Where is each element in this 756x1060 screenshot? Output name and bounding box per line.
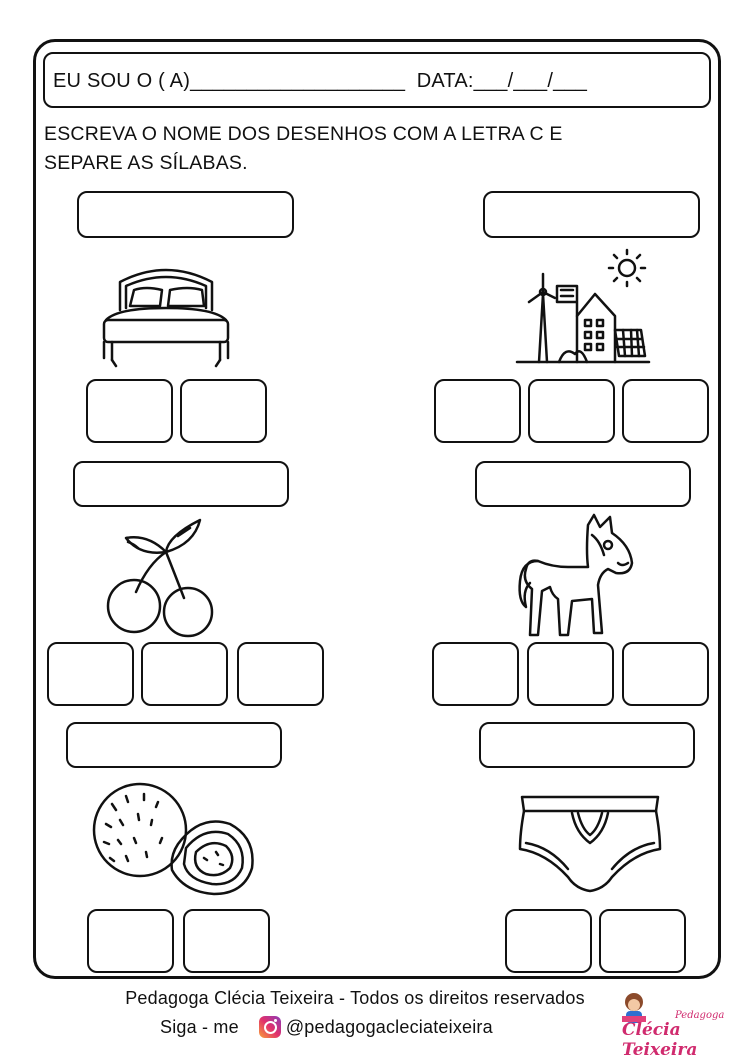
city-icon xyxy=(515,246,651,368)
syllable-box[interactable] xyxy=(528,379,615,443)
cherry-icon xyxy=(104,516,222,638)
copyright-credit: Pedagoga Clécia Teixeira - Todos os direitos reservados xyxy=(125,988,585,1008)
syllable-box[interactable] xyxy=(527,642,614,706)
syllable-box[interactable] xyxy=(434,379,521,443)
horse-icon xyxy=(512,511,638,639)
syllable-box[interactable] xyxy=(47,642,134,706)
bed-icon xyxy=(98,262,234,370)
name-date-line: EU SOU O ( A)___________________ DATA:___/___/___ xyxy=(53,70,588,92)
word-box-horse[interactable] xyxy=(475,461,691,507)
logo-line2: Clécia Teixeira xyxy=(622,1020,698,1060)
syllable-box[interactable] xyxy=(432,642,519,706)
underpants-icon xyxy=(516,793,664,897)
instructions: ESCREVA O NOME DOS DESENHOS COM A LETRA C E SEPARE AS SÍLABAS. xyxy=(44,123,563,174)
syllable-box[interactable] xyxy=(237,642,324,706)
syllable-box[interactable] xyxy=(505,909,592,973)
coconut-icon xyxy=(92,780,258,898)
instagram-icon xyxy=(259,1016,281,1038)
instagram-handle[interactable] xyxy=(259,1016,493,1038)
logo-line1: Pedagoga xyxy=(675,1010,725,1021)
word-box-bed[interactable] xyxy=(77,191,294,238)
syllable-box[interactable] xyxy=(86,379,173,443)
syllable-box[interactable] xyxy=(141,642,228,706)
syllable-box[interactable] xyxy=(622,642,709,706)
word-box-cherry[interactable] xyxy=(73,461,289,507)
follow-label: Siga - me xyxy=(160,1016,239,1037)
word-box-city[interactable] xyxy=(483,191,700,238)
syllable-box[interactable] xyxy=(180,379,267,443)
syllable-box[interactable] xyxy=(183,909,270,973)
social-follow xyxy=(160,1016,493,1038)
syllable-box[interactable] xyxy=(599,909,686,973)
syllable-box[interactable] xyxy=(622,379,709,443)
syllable-box[interactable] xyxy=(87,909,174,973)
word-box-coconut[interactable] xyxy=(66,722,282,768)
word-box-underpants[interactable] xyxy=(479,722,695,768)
handle-text: @pedagogacleciateixeira xyxy=(285,1016,493,1037)
